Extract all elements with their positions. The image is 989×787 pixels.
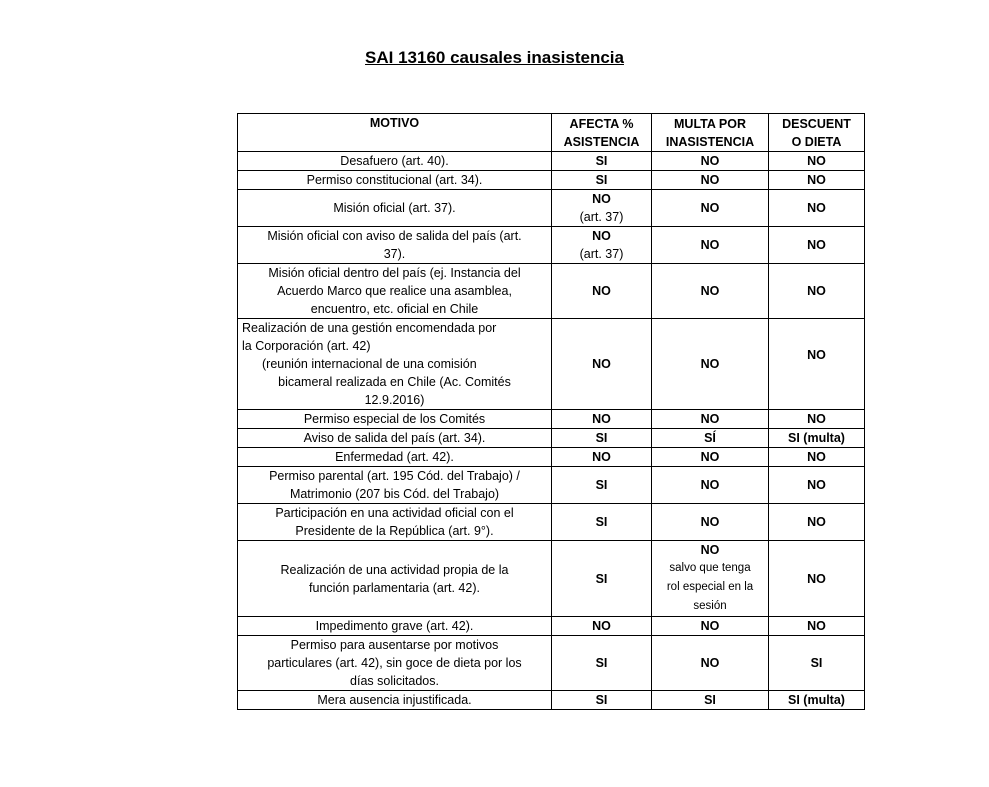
cell-descuento: NO (769, 541, 865, 617)
cell-multa: NO (652, 227, 769, 264)
table-row (238, 636, 865, 691)
cell-multa: NO (652, 504, 769, 541)
header-motivo: MOTIVO (238, 114, 552, 152)
table-row (238, 319, 865, 410)
cell-descuento: NO (769, 227, 865, 264)
table-row (238, 264, 865, 319)
cell-afecta: SI (552, 504, 652, 541)
cell-descuento: NO (769, 319, 865, 410)
cell-motivo: Permiso constitucional (art. 34). (238, 171, 552, 190)
cell-descuento: NO (769, 448, 865, 467)
table-row (238, 171, 865, 190)
cell-multa: NO (652, 319, 769, 410)
cell-afecta: SI (552, 541, 652, 617)
header-multa: MULTA POR INASISTENCIA (652, 114, 769, 152)
cell-afecta: SI (552, 467, 652, 504)
cell-afecta: NO (552, 319, 652, 410)
causales-table (237, 113, 865, 710)
cell-motivo: Permiso para ausentarse por motivos particulares (art. 42), sin goce de dieta por los días solicitados. (238, 636, 552, 691)
cell-motivo: Realización de una actividad propia de la función parlamentaria (art. 42). (238, 541, 552, 617)
cell-descuento: NO (769, 410, 865, 429)
table-row (238, 190, 865, 227)
cell-multa: NO salvo que tenga rol especial en la sesión (652, 541, 769, 617)
cell-descuento: NO (769, 190, 865, 227)
cell-motivo: Misión oficial (art. 37). (238, 190, 552, 227)
cell-motivo: Misión oficial con aviso de salida del país (art. 37). (238, 227, 552, 264)
table-row (238, 617, 865, 636)
cell-motivo: Mera ausencia injustificada. (238, 691, 552, 710)
cell-motivo: Permiso parental (art. 195 Cód. del Trabajo) / Matrimonio (207 bis Cód. del Trabajo) (238, 467, 552, 504)
table-row (238, 467, 865, 504)
cell-multa: NO (652, 410, 769, 429)
cell-descuento: NO (769, 617, 865, 636)
header-row (238, 114, 865, 152)
cell-multa: SÍ (652, 429, 769, 448)
cell-descuento: NO (769, 467, 865, 504)
cell-multa: NO (652, 171, 769, 190)
cell-multa: NO (652, 467, 769, 504)
cell-multa: NO (652, 264, 769, 319)
afecta-note: (art. 37) (579, 247, 624, 261)
header-afecta: AFECTA % ASISTENCIA (552, 114, 652, 152)
table-row (238, 152, 865, 171)
cell-motivo: Enfermedad (art. 42). (238, 448, 552, 467)
cell-multa: NO (652, 636, 769, 691)
table-row (238, 448, 865, 467)
table-row (238, 429, 865, 448)
cell-afecta: NO (552, 410, 652, 429)
cell-afecta: SI (552, 171, 652, 190)
cell-descuento: SI (multa) (769, 691, 865, 710)
cell-motivo: Permiso especial de los Comités (238, 410, 552, 429)
cell-multa: NO (652, 190, 769, 227)
multa-note: sesión (693, 600, 727, 612)
cell-motivo: Realización de una gestión encomendada por la Corporación (art. 42) (reunión internacional de una comisión bicameral realizada en Chile (Ac. Comités 12.9.2016) (238, 319, 552, 410)
cell-motivo: Aviso de salida del país (art. 34). (238, 429, 552, 448)
cell-motivo: Desafuero (art. 40). (238, 152, 552, 171)
cell-descuento: NO (769, 171, 865, 190)
table-row (238, 504, 865, 541)
cell-descuento: SI (multa) (769, 429, 865, 448)
cell-multa: SI (652, 691, 769, 710)
table-row (238, 541, 865, 617)
cell-afecta: NO (art. 37) (552, 190, 652, 227)
cell-motivo: Participación en una actividad oficial con el Presidente de la República (art. 9°). (238, 504, 552, 541)
cell-afecta: SI (552, 429, 652, 448)
cell-multa: NO (652, 152, 769, 171)
document-title: SAI 13160 causales inasistencia (365, 48, 624, 67)
cell-multa: NO (652, 617, 769, 636)
cell-afecta: SI (552, 636, 652, 691)
cell-descuento: NO (769, 264, 865, 319)
cell-descuento: NO (769, 152, 865, 171)
table-row (238, 691, 865, 710)
cell-afecta: NO (552, 617, 652, 636)
table-row (238, 227, 865, 264)
cell-afecta: NO (552, 264, 652, 319)
cell-afecta: SI (552, 691, 652, 710)
cell-motivo: Misión oficial dentro del país (ej. Instancia del Acuerdo Marco que realice una asamblea, encuentro, etc. oficial en Chile (238, 264, 552, 319)
cell-afecta: NO (552, 448, 652, 467)
cell-descuento: NO (769, 504, 865, 541)
multa-note: salvo que tenga (669, 562, 751, 574)
cell-afecta: NO (art. 37) (552, 227, 652, 264)
multa-note: rol especial en la (666, 581, 754, 593)
cell-motivo: Impedimento grave (art. 42). (238, 617, 552, 636)
cell-descuento: SI (769, 636, 865, 691)
cell-multa: NO (652, 448, 769, 467)
afecta-note: (art. 37) (579, 210, 624, 224)
table-row (238, 410, 865, 429)
cell-afecta: SI (552, 152, 652, 171)
header-descuento: DESCUENT O DIETA (769, 114, 865, 152)
